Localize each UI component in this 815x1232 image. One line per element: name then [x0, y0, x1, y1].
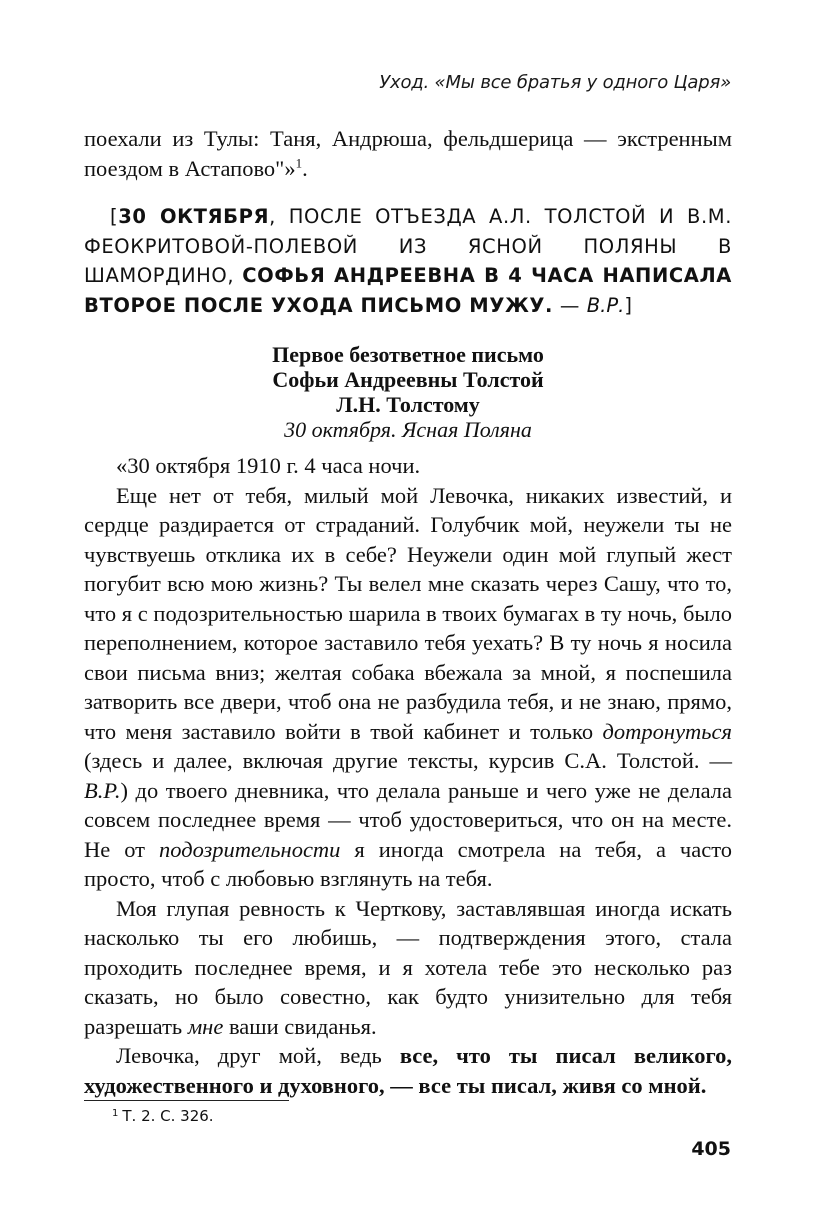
- footnote: [112, 1106, 214, 1126]
- p3-bold-text: все, что ты писал великого, художественного и духовного, — все ты писал, живя со мной.: [84, 1043, 732, 1098]
- letter-heading: [84, 342, 732, 417]
- editor-note-open-bracket: [: [110, 205, 119, 228]
- p2-italic-me: мне: [187, 1013, 224, 1039]
- editor-note-close-bracket: ]: [624, 293, 633, 317]
- footnote-number: 1: [112, 1108, 119, 1119]
- letter-heading-line-3: Л.Н. Толстому: [336, 392, 480, 417]
- editor-note-signature: В.Р.: [586, 293, 625, 317]
- running-head: Уход. «Мы все братья у одного Царя»: [379, 72, 731, 93]
- editor-note-bold-text: СОФЬЯ АНДРЕЕВНА В 4 ЧАСА НАПИСАЛА ВТОРОЕ ПОСЛЕ УХОДА ПИСЬМО МУЖУ.: [84, 264, 732, 317]
- letter-heading-line-2: Софьи Андреевны Толстой: [272, 367, 544, 392]
- letter-paragraph-2: [84, 894, 732, 1042]
- p1-text-d: я иногда смотрела на тебя, а часто просто, чтоб с любовью взглянуть на тебя.: [84, 836, 732, 891]
- intro-text: поехали из Тулы: Таня, Андрюша, фельдшерица — экстренным поездом в Астапово"»: [84, 126, 732, 181]
- p1-italic-initials: В.Р.: [84, 777, 121, 803]
- page-body: [84, 124, 732, 1100]
- p2-text-a: Моя глупая ревность к Черткову, заставлявшая иногда искать насколько ты его любишь, — подтверждения этого, стала проходить последнее время, и я хотела тебе это несколько раз сказать, но было совестно, как будто унизительно для тебя разрешать: [84, 895, 732, 1039]
- letter-date-line: «30 октября 1910 г. 4 часа ночи.: [116, 453, 421, 478]
- editor-note-regular-text: , ПОСЛЕ ОТЪЕЗДА А.Л. ТОЛСТОЙ И В.М. ФЕОКРИТОВОЙ-ПОЛЕВОЙ ИЗ ЯСНОЙ ПОЛЯНЫ В ШАМОРДИНО,: [84, 205, 732, 287]
- footnote-divider: [84, 1100, 289, 1101]
- page-number: 405: [691, 1138, 731, 1160]
- letter-paragraph-3: [84, 1041, 732, 1100]
- p1-text-c: ) до твоего дневника, что делала раньше и чего уже не делала совсем последнее время — чтоб удостовериться, что он на месте. Не от: [84, 777, 732, 862]
- footnote-reference: 1: [295, 155, 303, 170]
- p1-italic-touch: дотронуться: [602, 718, 732, 744]
- p1-text-a: Еще нет от тебя, милый мой Левочка, никаких известий, и сердце раздирается от страданий. Голубчик мой, неужели ты не чувствуешь отклика их в себе? Неужели один мой глупый жест погубит всю мою жизнь? Ты велел мне сказать через Сашу, что то, что я с подозрительностью шарила в твоих бумагах в ту ночь, было переполнением, которое заставило тебя уехать? В ту ночь я носила свои письма вниз; желтая собака вбежала за мной, я поспешила затворить все двери, чтоб она не разбудила тебя, и не знаю, прямо, что меня заставило войти в твой кабинет и только: [84, 482, 732, 744]
- p3-text-a: Левочка, друг мой, ведь: [116, 1043, 400, 1068]
- letter-subtitle: 30 октября. Ясная Поляна: [284, 417, 532, 442]
- p2-text-b: ваши свиданья.: [223, 1013, 377, 1039]
- p1-text-b: (здесь и далее, включая другие тексты, курсив С.А. Толстой. —: [84, 748, 732, 773]
- footnote-text: Т. 2. С. 326.: [122, 1107, 214, 1125]
- editor-note-date: 30 ОКТЯБРЯ: [118, 205, 270, 228]
- letter-paragraph-1: [84, 481, 732, 894]
- p1-italic-suspicion: подозрительности: [158, 836, 341, 862]
- editor-note-dash: —: [553, 293, 587, 317]
- letter-heading-line-1: Первое безответное письмо: [272, 342, 544, 367]
- editor-note: [84, 202, 732, 320]
- intro-paragraph: поехали из Тулы: Таня, Андрюша, фельдшерица — экстренным поездом в Астапово"»$^1$.: [84, 126, 732, 181]
